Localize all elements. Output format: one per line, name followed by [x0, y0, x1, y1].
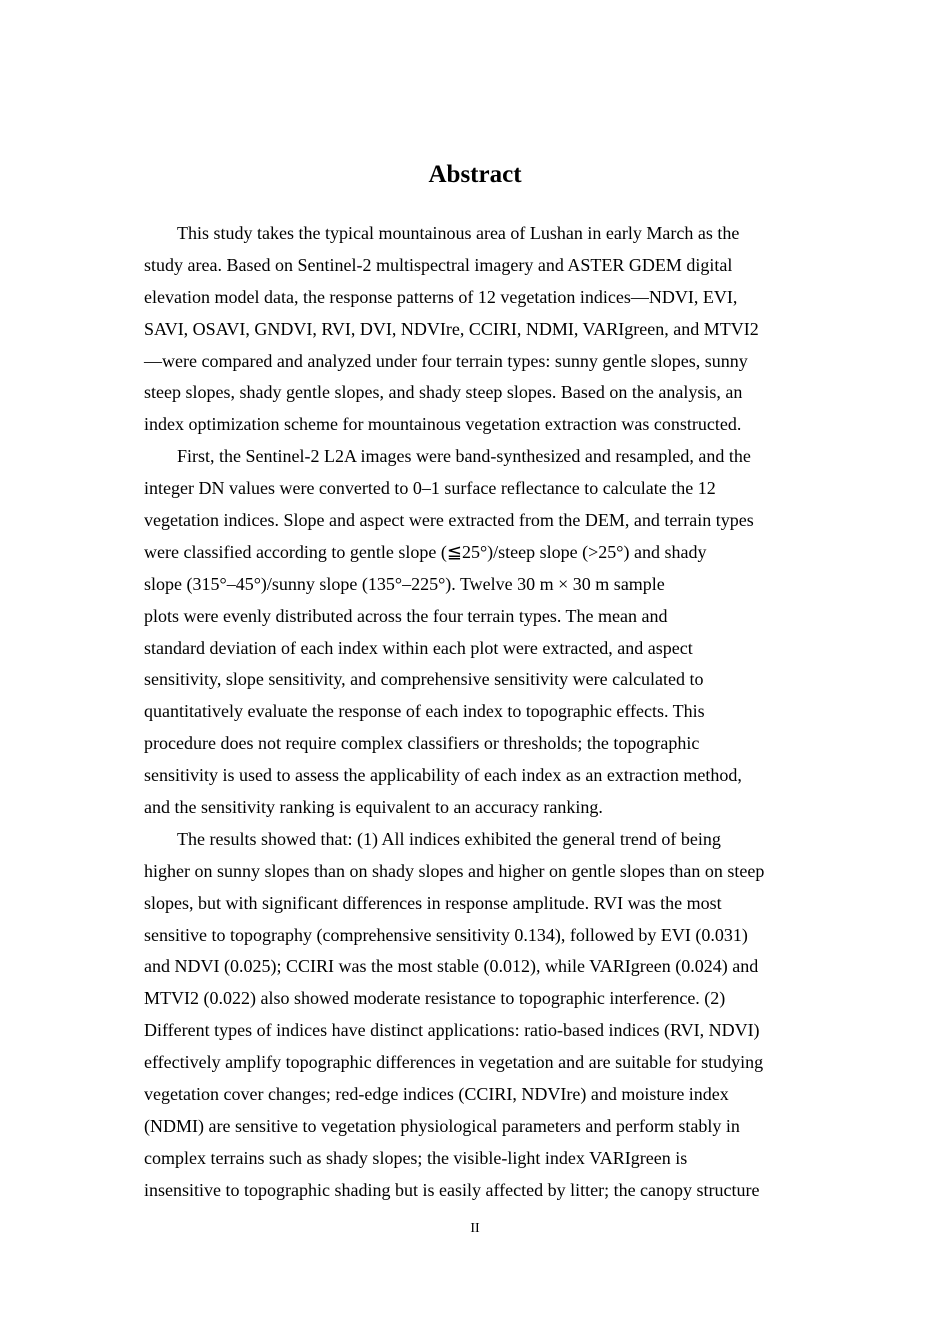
page-title: Abstract [428, 161, 522, 188]
text-line: vegetation indices. Slope and aspect were extracted from the DEM, and terrain types [144, 510, 754, 531]
text-line: plots were evenly distributed across the four terrain types. The mean and [144, 605, 668, 626]
text-line: Different types of indices have distinct applications: ratio-based indices (RVI, NDVI) [144, 1020, 760, 1041]
text-line: standard deviation of each index within each plot were extracted, and aspect [144, 637, 693, 658]
text-line: effectively amplify topographic differences in vegetation and are suitable for studying [144, 1052, 764, 1073]
text-line: were classified according to gentle slope (≦25°)/steep slope (>25°) and shady [144, 541, 707, 562]
text-line: procedure does not require complex classifiers or thresholds; the topographic [144, 733, 700, 754]
text-line: higher on sunny slopes than on shady slopes and higher on gentle slopes than on steep [144, 860, 765, 881]
text-line: —were compared and analyzed under four terrain types: sunny gentle slopes, sunny [144, 350, 748, 371]
text-line: insensitive to topographic shading but is easily affected by litter; the canopy structure [144, 1179, 760, 1200]
text-line: slopes, but with significant differences in response amplitude. RVI was the most [144, 892, 722, 913]
abstract-body [144, 218, 806, 1207]
text-line: sensitivity is used to assess the applicability of each index as an extraction method, [144, 765, 742, 786]
text-line: sensitivity, slope sensitivity, and comprehensive sensitivity were calculated to [144, 669, 704, 690]
text-line: vegetation cover changes; red-edge indices (CCIRI, NDVIre) and moisture index [144, 1084, 729, 1105]
text-line: SAVI, OSAVI, GNDVI, RVI, DVI, NDVIre, CCIRI, NDMI, VARIgreen, and MTVI2 [144, 318, 759, 339]
text-line: This study takes the typical mountainous area of Lushan in early March as the [177, 223, 740, 243]
text-line: First, the Sentinel-2 L2A images were band-synthesized and resampled, and the [177, 446, 751, 467]
text-line: MTVI2 (0.022) also showed moderate resistance to topographic interference. (2) [144, 988, 726, 1009]
text-line: integer DN values were converted to 0–1 surface reflectance to calculate the 12 [144, 478, 716, 499]
text-line: and NDVI (0.025); CCIRI was the most stable (0.012), while VARIgreen (0.024) and [144, 956, 759, 977]
text-line: The results showed that: (1) All indices exhibited the general trend of being [177, 828, 721, 849]
text-line: slope (315°–45°)/sunny slope (135°–225°). Twelve 30 m × 30 m sample [144, 573, 665, 594]
text-line: and the sensitivity ranking is equivalent to an accuracy ranking. [144, 797, 603, 818]
text-line: study area. Based on Sentinel-2 multispectral imagery and ASTER GDEM digital [144, 254, 733, 275]
text-line: quantitatively evaluate the response of each index to topographic effects. This [144, 701, 705, 722]
page-number: II [470, 1221, 480, 1236]
text-line: steep slopes, shady gentle slopes, and shady steep slopes. Based on the analysis, an [144, 382, 743, 403]
text-line: (NDMI) are sensitive to vegetation physiological parameters and perform stably in [144, 1115, 740, 1136]
text-line: complex terrains such as shady slopes; the visible-light index VARIgreen is [144, 1147, 688, 1168]
text-line: elevation model data, the response patterns of 12 vegetation indices—NDVI, EVI, [144, 286, 738, 307]
text-line: sensitive to topography (comprehensive sensitivity 0.134), followed by EVI (0.031) [144, 924, 748, 945]
text-line: index optimization scheme for mountainous vegetation extraction was constructed. [144, 414, 742, 435]
